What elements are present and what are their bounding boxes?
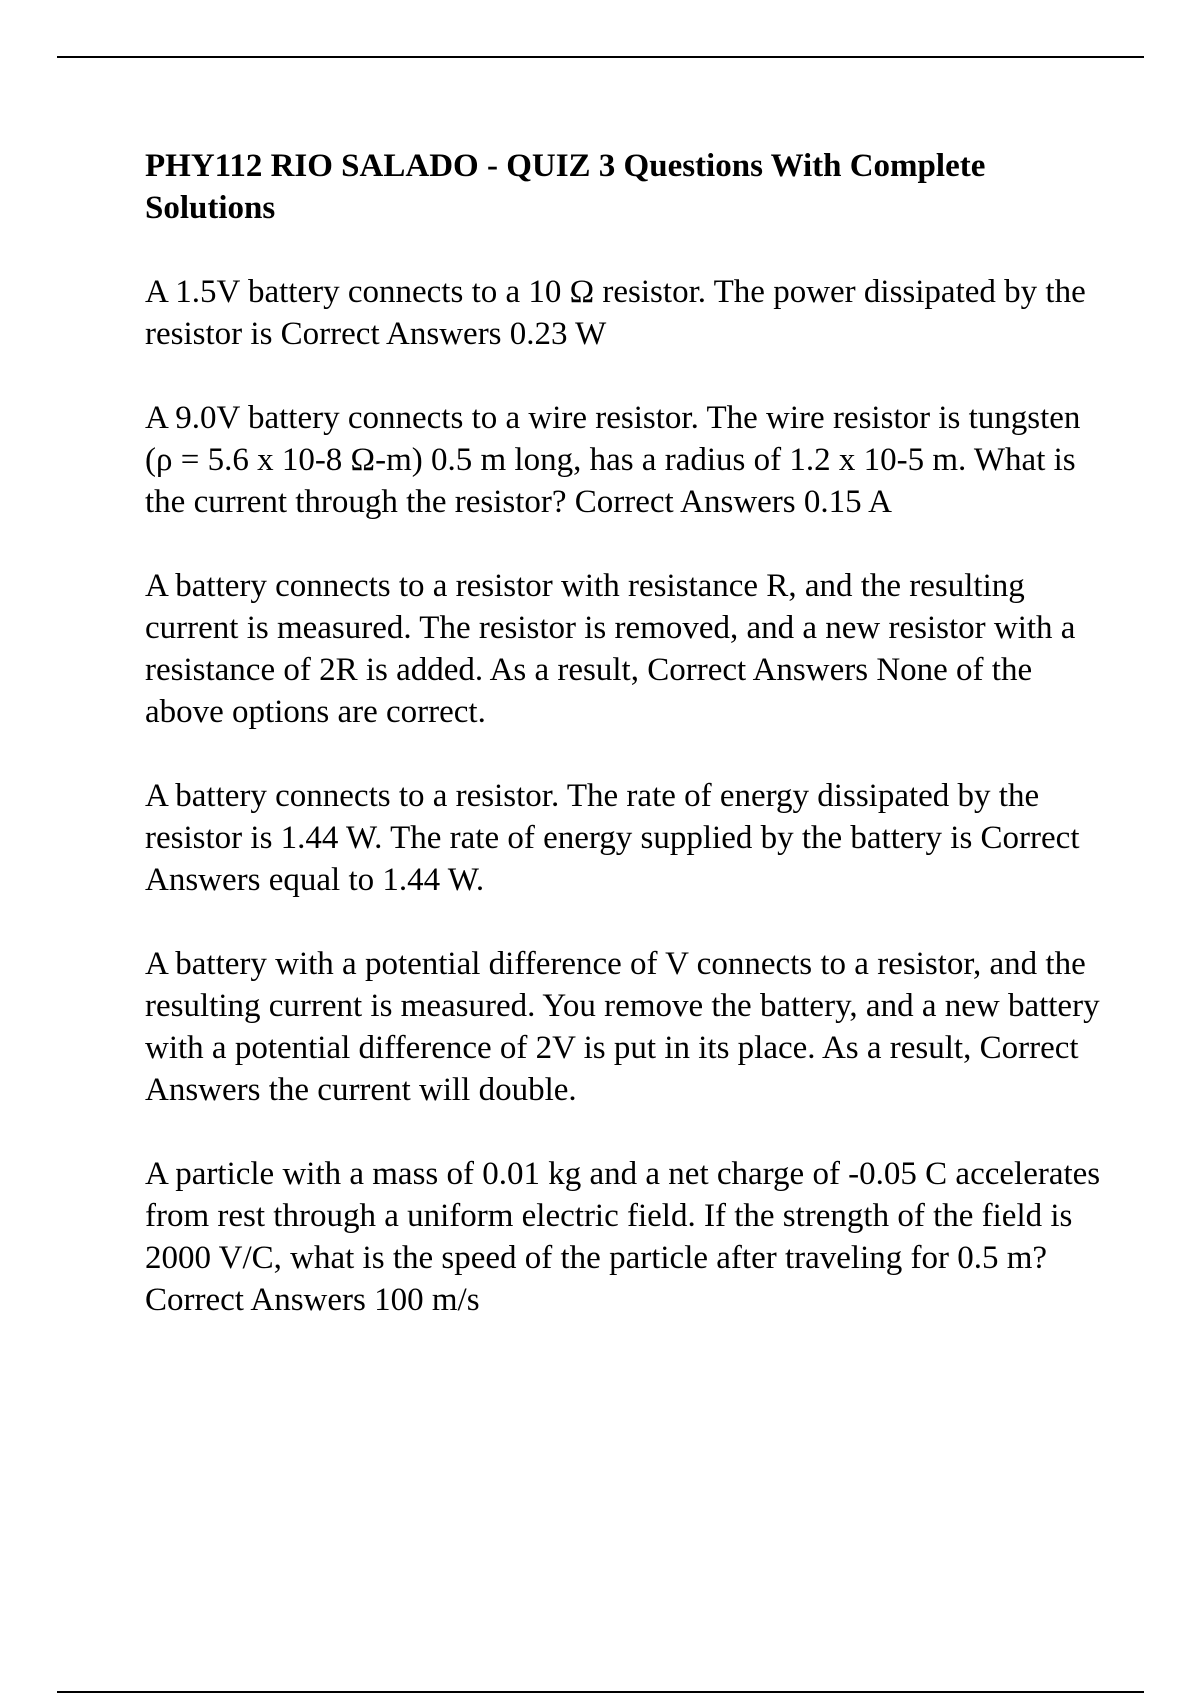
top-divider <box>57 56 1144 58</box>
question-answer-6: A particle with a mass of 0.01 kg and a net charge of -0.05 C accelerates from rest through a uniform electric field. If the strength of the field is 2000 V/C, what is the speed of the particle after traveling for 0.5 m? Correct Answers 100 m/s <box>145 1156 1101 1318</box>
question-answer-3: A battery connects to a resistor with resistance R, and the resulting current is measured. The resistor is removed, and a new resistor with a resistance of 2R is added. As a result, Correct Answers None of the above options are correct. <box>145 568 1076 730</box>
bottom-divider <box>57 1691 1144 1693</box>
question-answer-5: A battery with a potential difference of V connects to a resistor, and the resulting current is measured. You remove the battery, and a new battery with a potential difference of 2V is put in its place. As a result, Correct Answers the current will double. <box>145 946 1100 1108</box>
document-body <box>145 145 1105 1363</box>
question-answer-1: A 1.5V battery connects to a 10 Ω resistor. The power dissipated by the resistor is Correct Answers 0.23 W <box>145 274 1086 352</box>
question-answer-2: A 9.0V battery connects to a wire resistor. The wire resistor is tungsten (ρ = 5.6 x 10-8 Ω-m) 0.5 m long, has a radius of 1.2 x 10-5 m. What is the current through the resistor? Correct Answers 0.15 A <box>145 400 1081 520</box>
question-answer-4: A battery connects to a resistor. The rate of energy dissipated by the resistor is 1.44 W. The rate of energy supplied by the battery is Correct Answers equal to 1.44 W. <box>145 778 1080 898</box>
document-title: PHY112 RIO SALADO - QUIZ 3 Questions With Complete Solutions <box>145 148 986 226</box>
